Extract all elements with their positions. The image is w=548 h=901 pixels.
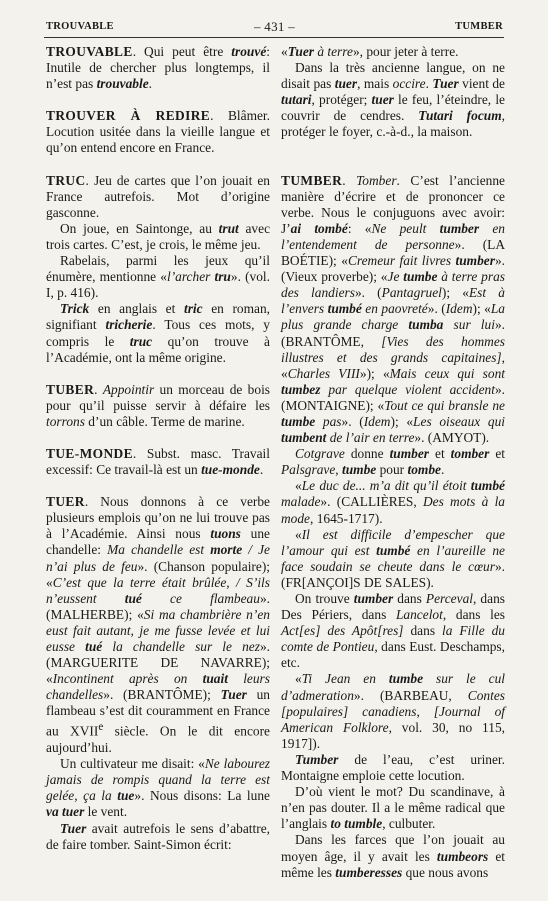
entry-gap [46, 366, 270, 382]
entry-paragraph: On joue, en Saintonge, au trut avec trois cartes. C’est, je crois, le même jeu. [46, 220, 271, 252]
entry-paragraph: Trick en anglais et tric en roman, signifiant tricherie. Tous ces mots, y compris le truc qu’on trouve à l’Académie, ont la même origine. [46, 301, 271, 365]
dictionary-entry: TROUVABLE. Qui peut être trouvé: Inutile de chercher plus longtemps, il n’est pas trouvable. [46, 44, 270, 92]
entry-paragraph: Un cultivateur me disait: «Ne labourez jamais de rompis quand la terre est gelée, ça la tue». Nous disons: La lune va tuer le vent. [46, 756, 270, 820]
running-header [46, 19, 503, 35]
entry-gap [46, 430, 270, 446]
entry-gap [281, 141, 505, 157]
dictionary-entry: TROUVER À REDIRE. Blâmer. Locution usitée dans la vieille langue et qu’on entend encore en France. [46, 108, 270, 156]
entry-gap [46, 478, 270, 494]
dictionary-entry: «Tuer à terre», pour jeter à terre. [281, 44, 459, 59]
entry-paragraph: Cotgrave donne tumber et tomber et Palsgrave, tumbe pour tombe. [281, 446, 506, 478]
header-rule [44, 37, 504, 38]
entry-paragraph: Rabelais, parmi les jeux qu’il énumère, mentionne «l’archer tru». (vol. I, p. 416). [46, 253, 270, 301]
entry-paragraph: «Ti Jean en tumbe sur le cul d’admeration». (BARBEAU, Contes [populaires] canadiens, [Journal of American Folklore, vol. 30, no 115, 1917]). [281, 671, 506, 751]
entry-gap [46, 157, 270, 173]
page-number: – 431 – [253, 19, 296, 34]
header-right-guideword: TUMBER [455, 21, 503, 32]
right-column [281, 44, 505, 881]
entry-paragraph: «Le duc de... m’a dit qu’il étoit tumbé malade». (CALLIÈRES, Des mots à la mode, 1645-1717). [281, 478, 506, 526]
header-left-guideword: TROUVABLE [46, 21, 114, 32]
entry-paragraph: D’où vient le mot? Du scandinave, à n’en pas douter. Il a le même radical que l’anglais to tumble, culbuter. [281, 784, 505, 832]
entry-paragraph: On trouve tumber dans Perceval, dans Des Périers, dans Lancelot, dans les Act[es] des Apôt[res] dans la Fille du comte de Pontieu, dans Eust. Deschamps, etc. [281, 591, 505, 671]
entry-paragraph: Dans la très ancienne langue, on ne disait pas tuer, mais occire. Tuer vient de tutari, protéger; tuer le feu, l’éteindre, le couvrir de cendres. Tutari focum, protéger le foyer, c.-à-d., la maison. [281, 60, 505, 140]
dictionary-entry: TRUC. Jeu de cartes que l’on jouait en France autrefois. Mot d’origine gasconne. [46, 172, 270, 220]
entry-gap [281, 157, 505, 173]
dictionary-entry: TUMBER. Tomber. C’est l’ancienne manière d’écrire et de prononcer ce verbe. Nous le conjuguons avec avoir: J’ai tombé: «Ne peult tumber en l’entendement de personne». (LA BOÉTIE); «Cremeur fait livres tumber». (Vieux proverbe); «Je tumbe à terre pras des landiers». (Pantagruel); «Est à l’envers tumbé en paovreté». (Idem); «La plus grande charge tumba sur lui». (BRANTÔME, [Vies des hommes illustres et des grands capitaines], «Charles VIII»); «Mais ceux qui sont tumbez par quelque violent accident». (MONTAIGNE); «Tout ce qui bransle ne tumbe pas». (Idem); «Les oiseaux qui tumbent de l’air en terre». (AMYOT). [281, 172, 506, 446]
left-column [46, 44, 270, 853]
entry-gap [46, 92, 270, 108]
dictionary-entry: TUER. Nous donnons à ce verbe plusieurs emplois qu’on ne lui trouve pas à l’Académie. Ainsi nous tuons une chandelle: Ma chandelle est morte / Je n’ai plus de feu». (Chanson populaire); «C’est que la terre était brûlée, / S’ils n’eussent tué ce flambeau». (MALHERBE); «Si ma chambrière n’en eust fait autant, je me fusse levée et lui eusse tué la chandelle sur le nez». (MARGUERITE DE NAVARRE); «Incontinent après on tuait leurs chandelles». (BRANTÔME); Tuer un flambeau s’est dit couramment en France au XVIIe siècle. On le dit encore aujourd’hui. [46, 494, 271, 756]
dictionary-entry: TUE-MONDE. Subst. masc. Travail excessif: Ce travail-là est un tue-monde. [46, 445, 270, 478]
entry-paragraph: «Il est difficile d’empescher que l’amour qui est tumbé en l’aureille ne face soudain se cheute dans le cœur». (FR[ANÇOI]S DE SALES). [281, 526, 505, 590]
entry-paragraph: Dans les farces que l’on jouait au moyen âge, il y avait les tumbeors et même les tumberesses que nous avons [281, 832, 505, 880]
entry-paragraph: Tumber de l’eau, c’est uriner. Montaigne emploie cette locution. [281, 751, 505, 784]
dictionary-entry: TUBER. Appointir un morceau de bois pour qu’il puisse servir à défaire les torrons d’un câble. Terme de marine. [46, 381, 271, 429]
entry-paragraph: Tuer avait autrefois le sens d’abattre, de faire tomber. Saint-Simon écrit: [46, 820, 270, 852]
